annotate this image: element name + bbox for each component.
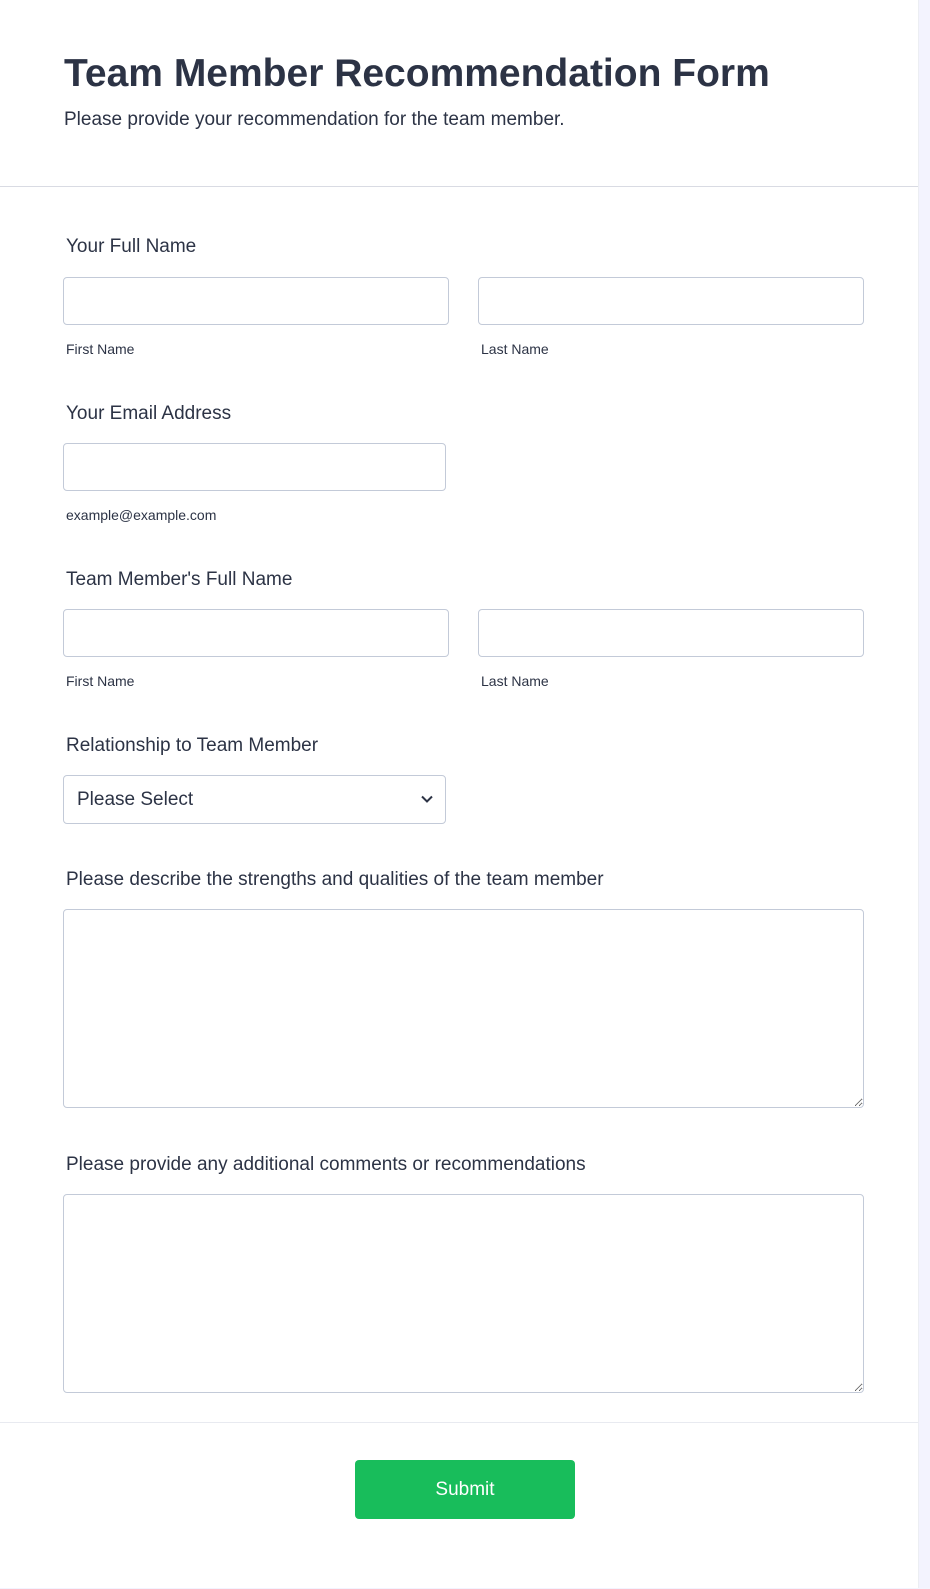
form-header	[0, 0, 918, 187]
your-first-name-hint: First Name	[66, 341, 135, 357]
your-first-name-input[interactable]	[63, 277, 449, 325]
your-last-name-hint: Last Name	[481, 341, 549, 357]
comments-label: Please provide any additional comments or recommendations	[66, 1154, 586, 1175]
your-name-label: Your Full Name	[66, 236, 197, 257]
chevron-down-icon	[421, 795, 433, 803]
page-subtitle: Please provide your recommendation for the team member.	[64, 109, 565, 130]
your-last-name-input[interactable]	[478, 277, 864, 325]
member-last-name-input[interactable]	[478, 609, 864, 657]
email-hint: example@example.com	[66, 507, 217, 523]
relationship-selected-value: Please Select	[77, 789, 194, 810]
page-title: Team Member Recommendation Form	[64, 52, 770, 95]
strengths-label: Please describe the strengths and qualities of the team member	[66, 869, 604, 890]
member-first-name-hint: First Name	[66, 673, 135, 689]
member-first-name-input[interactable]	[63, 609, 449, 657]
comments-textarea[interactable]	[63, 1194, 864, 1393]
member-name-label: Team Member's Full Name	[66, 569, 293, 590]
relationship-select[interactable]	[63, 775, 446, 824]
relationship-label: Relationship to Team Member	[66, 735, 319, 756]
email-input[interactable]	[63, 443, 446, 491]
email-label: Your Email Address	[66, 403, 232, 424]
strengths-textarea[interactable]	[63, 909, 864, 1108]
member-last-name-hint: Last Name	[481, 673, 549, 689]
submit-button[interactable]: Submit	[355, 1460, 575, 1519]
